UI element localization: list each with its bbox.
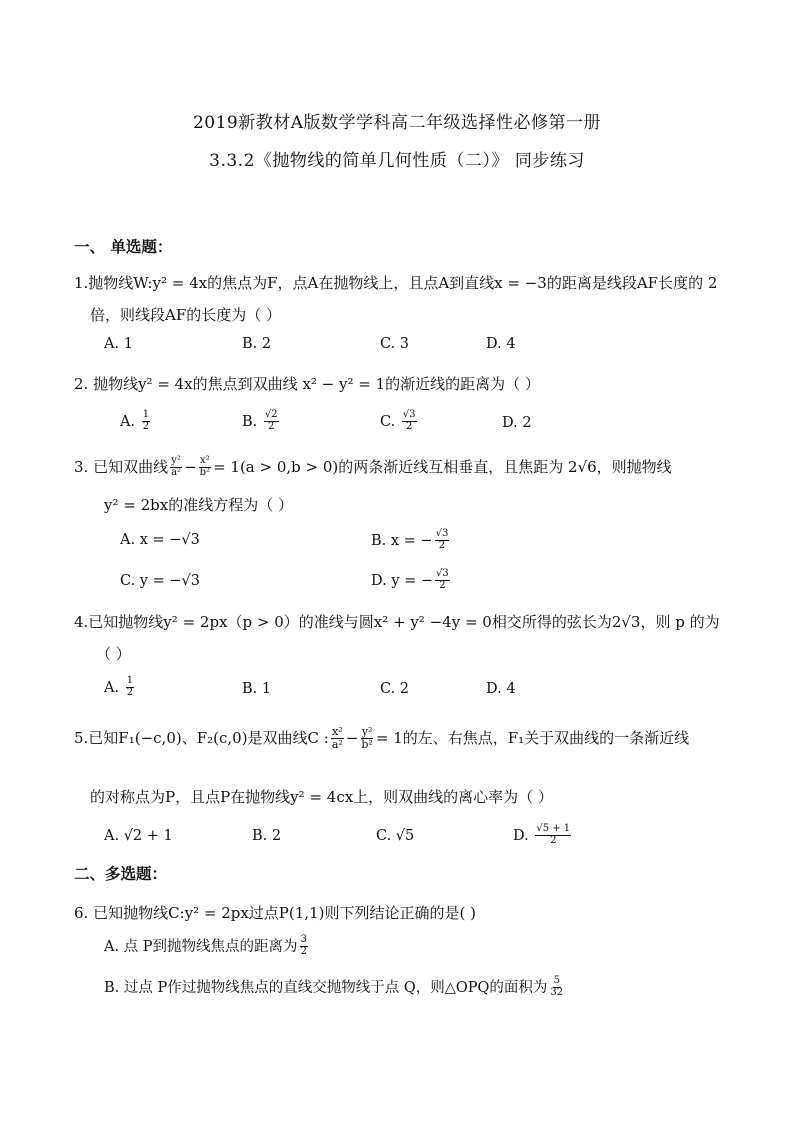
question-4-line2: （ ） — [96, 645, 131, 663]
fraction: $\frac{\text{y²}}{\text{a²}}$ — [171, 455, 182, 478]
question-5-option-c: C. √5 — [376, 828, 415, 844]
question-1-option-a: A. 1 — [104, 336, 133, 352]
fraction: $\frac{√2}{2}$ — [264, 409, 278, 432]
question-5-option-d: D. $\frac{√5 + 1}{2}$ — [513, 823, 571, 846]
question-3-option-a: A. x = −√3 — [120, 532, 200, 548]
question-2-text: 2. 抛物线y² = 4x的焦点到双曲线 x² − y² = 1的渐近线的距离为（ ） — [74, 375, 540, 393]
question-3-option-c: C. y = −√3 — [120, 573, 200, 589]
fraction: $\frac{√3}{2}$ — [436, 568, 449, 591]
question-1-line1: 1.抛物线W:y² = 4x的焦点为F，点A在抛物线上，且点A到直线x = −3的距离是线段AF长度的 2 — [74, 274, 718, 292]
question-4-line1: 4.已知抛物线y² = 2px（p > 0）的准线与圆x² + y² −4y = 0相交所得的弦长为2√3，则 p 的为 — [74, 613, 720, 631]
question-6-text: 6. 已知抛物线C:y² = 2px过点P(1,1)则下列结论正确的是( ) — [74, 904, 476, 922]
question-3-line1: 3. 已知双曲线 $\frac{\text{y²}}{\text{a²}}$ − $\frac{\text{x²}}{\text{b²}}$ = 1(a > 0,b > 0)的两条渐近线互相垂直，且焦距为 2√6，则抛物线 — [74, 455, 672, 478]
fraction: $\frac{√5 + 1}{2}$ — [536, 823, 571, 846]
fraction: $\frac{5}{32}$ — [550, 975, 564, 998]
question-4-option-a: A. $\frac{1}{2}$ — [104, 675, 134, 698]
question-4-option-c: C. 2 — [380, 681, 410, 697]
question-1-option-d: D. 4 — [486, 336, 516, 352]
question-6-option-b: B. 过点 P作过抛物线焦点的直线交抛物线于点 Q，则△OPQ的面积为 $\frac{5}{32}$ — [104, 975, 564, 998]
question-3-option-b: B. x = − $\frac{√3}{2}$ — [371, 528, 449, 551]
question-4-option-d: D. 4 — [486, 681, 516, 697]
question-3-option-d: D. y = − $\frac{√3}{2}$ — [371, 568, 449, 591]
fraction: $\frac{\text{x²}}{\text{b²}}$ — [199, 455, 211, 478]
fraction: $\frac{√3}{2}$ — [435, 528, 449, 551]
question-3-line2: y² = 2bx的准线方程为（ ） — [104, 496, 293, 514]
fraction: $\frac{√3}{2}$ — [402, 409, 416, 432]
section-heading-single-choice: 一、 单选题： — [74, 237, 173, 256]
fraction: $\frac{\text{x²}}{\text{a²}}$ — [331, 725, 343, 751]
question-5-option-b: B. 2 — [252, 828, 282, 844]
question-6-option-a: A. 点 P到抛物线焦点的距离为 $\frac{3}{2}$ — [104, 934, 307, 957]
question-4-option-b: B. 1 — [242, 681, 272, 697]
question-2-option-d: D. 2 — [502, 415, 532, 431]
fraction: $\frac{1}{2}$ — [142, 409, 150, 432]
question-5-option-a: A. √2 + 1 — [104, 828, 173, 844]
question-1-line2: 倍，则线段AF的长度为（ ） — [90, 306, 282, 324]
question-2-option-c: C. $\frac{√3}{2}$ — [380, 409, 416, 432]
document-title-line1: 2019新教材A版数学学科高二年级选择性必修第一册 — [192, 113, 602, 133]
question-5-line1: 5.已知F₁(−c,0)、F₂(c,0)是双曲线C : $\frac{\text{x²}}{\text{a²}}$ − $\frac{\text{y²}}{\text{b²}}$ = 1的左、右焦点，F₁关于双曲线的一条渐近线 — [74, 725, 690, 751]
fraction: $\frac{3}{2}$ — [300, 934, 307, 957]
fraction: $\frac{\text{y²}}{\text{b²}}$ — [361, 725, 373, 751]
section-heading-multiple-choice: 二、多选题： — [74, 864, 168, 883]
question-5-line2: 的对称点为P，且点P在抛物线y² = 4cx上，则双曲线的离心率为（ ） — [90, 788, 553, 806]
question-1-option-b: B. 2 — [242, 336, 272, 352]
document-title-line2: 3.3.2《抛物线的简单几何性质（二）》 同步练习 — [209, 151, 585, 171]
fraction: $\frac{1}{2}$ — [126, 675, 134, 698]
question-1-option-c: C. 3 — [380, 336, 410, 352]
question-2-option-a: A. $\frac{1}{2}$ — [120, 409, 150, 432]
question-2-option-b: B. $\frac{√2}{2}$ — [242, 409, 278, 432]
